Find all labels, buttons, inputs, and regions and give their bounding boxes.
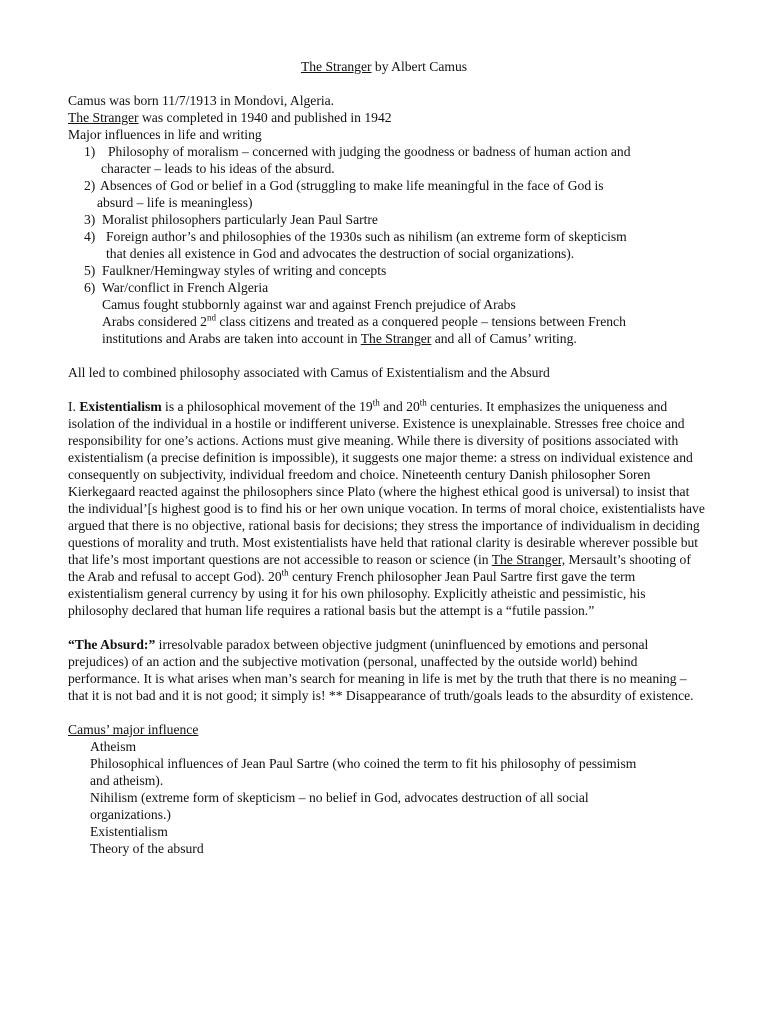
algeria-note-line-2 <box>68 313 708 330</box>
absurd-term: “The Absurd:” <box>68 637 156 652</box>
influence-text: Absences of God or belief in a God (struggling to make life meaningful in the face of God is <box>100 178 604 193</box>
document-body <box>68 92 708 857</box>
influence-text: War/conflict in French Algeria <box>102 280 269 295</box>
major-influence-item-continued: and atheism). <box>90 773 164 788</box>
paragraph-text: century French philosopher Jean Paul Sartre first gave the term existentialism general currency by using it for his own philosophy. Explicitly atheistic and pessimistic, his philosophy declared that human life requires a rational basis but the attempt is a “futile passion.” <box>68 569 646 618</box>
influence-text: Moralist philosophers particularly Jean Paul Sartre <box>102 212 378 227</box>
page-title <box>0 58 768 75</box>
major-influence-item: Existentialism <box>90 824 168 839</box>
paragraph-text: Mersault’s shooting of the Arab and refusal to accept God). 20 <box>68 552 691 584</box>
algeria-text: Arabs considered 2 <box>102 314 207 329</box>
existentialism-term: Existentialism <box>79 399 162 414</box>
paragraph-work-title: The Stranger, <box>491 552 566 567</box>
ordinal-suffix: th <box>372 397 380 408</box>
influence-item-2-continued: absurd – life is meaningless) <box>97 195 253 210</box>
paragraph-text: centuries. It emphasizes the uniqueness and isolation of the individual in a hostile or indifferent universe. Existence is unexplainable. Stresses free choice and responsibility for one’s actions. Actions must give meaning. While there is diversity of positions associated with existentialism (a precise definition is impossible), it suggests one major theme: a stress on individual existence and consequently on subjectivity, individual freedom and choice. Nineteenth century Danish philosopher Soren Kierkegaard reacted against the philosophers since Plato (where the highest ethical good is universal) to insist that the individual’[s highest good is to find his or her own unique vocation. In terms of moral choice, existentialists have argued that there is no objective, rational basis for decisions; they stress the importance of individualism in deciding questions of morality and truth. Most existentialists have held that rational clarity is desirable wherever possible but that life’s most important questions are not accessible to reason or science (in <box>68 399 705 567</box>
completion-line <box>68 109 708 126</box>
algeria-text: institutions and Arabs are taken into account in <box>102 331 361 346</box>
influence-item-4 <box>68 228 708 245</box>
major-influence-heading: Camus’ major influence <box>68 722 199 737</box>
influence-item-6 <box>68 279 708 296</box>
influence-number: 5) <box>84 263 96 278</box>
paragraph-text: irresolvable paradox between objective judgment (uninfluenced by emotions and personal prejudices) of an action and the subjective motivation (personal, unaffected by the outside world) behind performance. It is what arises when man’s search for meaning in life is met by the truth that there is no meaning – that it is not bad and it is not good; it simply is! ** Disappearance of truth/goals leads to the absurdity of existence. <box>68 637 694 703</box>
influence-item-2 <box>68 177 708 194</box>
influence-number: 2) <box>84 178 96 193</box>
influence-number: 3) <box>84 212 96 227</box>
major-influence-item: Theory of the absurd <box>90 841 204 856</box>
existentialism-paragraph <box>68 398 708 619</box>
title-author: by Albert Camus <box>371 59 468 74</box>
influence-item-1 <box>68 143 708 160</box>
major-influence-item: Nihilism (extreme form of skepticism – no belief in God, advocates destruction of all social <box>90 790 589 805</box>
influence-text: Foreign author’s and philosophies of the 1930s such as nihilism (an extreme form of skepticism <box>106 229 627 244</box>
algeria-text: and all of Camus’ writing. <box>431 331 577 346</box>
section-numeral: I. <box>68 399 80 414</box>
influences-heading: Major influences in life and writing <box>68 127 262 142</box>
algeria-note-line-1: Camus fought stubbornly against war and against French prejudice of Arabs <box>102 297 516 312</box>
major-influence-item: Philosophical influences of Jean Paul Sartre (who coined the term to fit his philosophy of pessimism <box>90 756 637 771</box>
completion-work-title: The Stranger <box>68 110 139 125</box>
influence-number: 6) <box>84 280 96 295</box>
completion-text: was completed in 1940 and published in 1942 <box>138 110 392 125</box>
summary-line: All led to combined philosophy associated with Camus of Existentialism and the Absurd <box>68 365 550 380</box>
major-influence-item-continued: organizations.) <box>90 807 171 822</box>
influence-number: 1) <box>84 144 96 159</box>
influence-text: Faulkner/Hemingway styles of writing and concepts <box>102 263 387 278</box>
major-influence-list <box>68 738 708 857</box>
influence-item-5 <box>68 262 708 279</box>
birth-line: Camus was born 11/7/1913 in Mondovi, Algeria. <box>68 93 335 108</box>
algeria-work-title: The Stranger <box>360 331 432 346</box>
influence-text: Philosophy of moralism – concerned with judging the goodness or badness of human action and <box>108 144 631 159</box>
ordinal-suffix: nd <box>206 312 216 323</box>
influence-number: 4) <box>84 229 96 244</box>
influence-item-4-continued: that denies all existence in God and advocates the destruction of social organizations). <box>106 246 575 261</box>
absurd-paragraph <box>68 636 708 704</box>
ordinal-suffix: th <box>281 567 289 578</box>
paragraph-text: and 20 <box>379 399 420 414</box>
influence-item-3 <box>68 211 708 228</box>
influence-item-1-continued: character – leads to his ideas of the absurd. <box>101 161 335 176</box>
ordinal-suffix: th <box>419 397 427 408</box>
influence-list <box>68 143 708 347</box>
algeria-note-line-3 <box>68 330 708 347</box>
paragraph-text: is a philosophical movement of the 19 <box>161 399 373 414</box>
algeria-text: class citizens and treated as a conquered people – tensions between French <box>215 314 626 329</box>
title-work: The Stranger <box>300 59 372 74</box>
major-influence-item: Atheism <box>90 739 137 754</box>
